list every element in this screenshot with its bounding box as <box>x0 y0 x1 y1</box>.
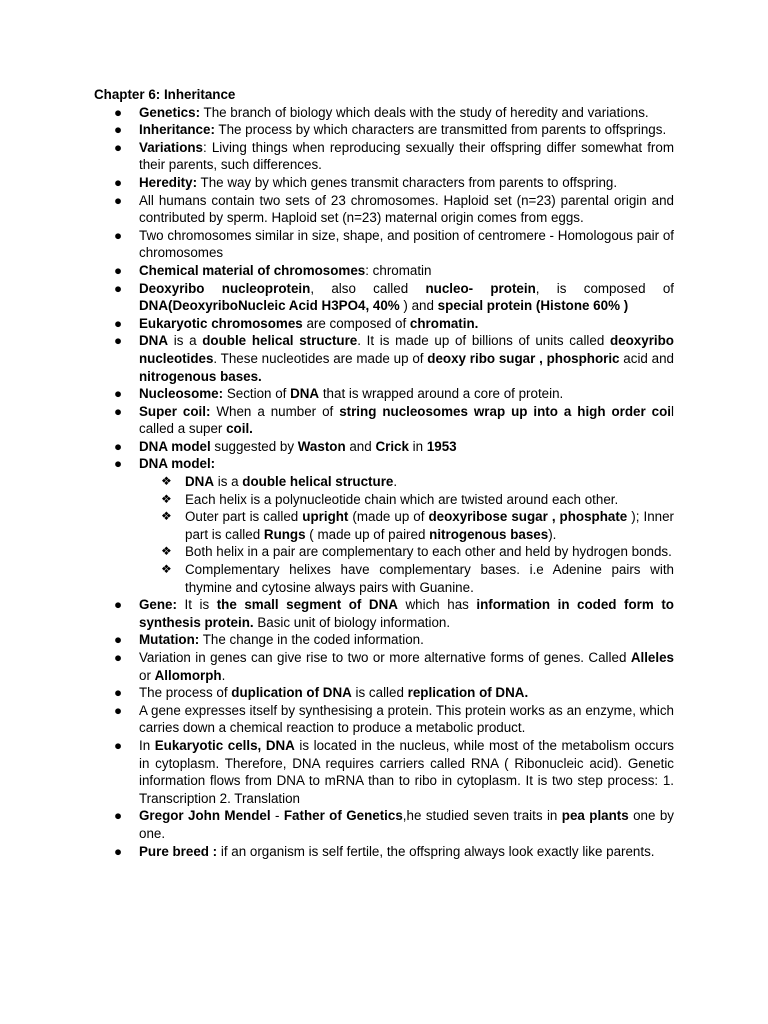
bullet-item <box>94 121 674 139</box>
bullet-icon: ● <box>114 262 123 278</box>
bold-text: Inheritance: <box>139 122 215 138</box>
bold-text: DNA <box>139 333 169 349</box>
bold-text: Father of Genetics <box>283 808 403 824</box>
bullet-item <box>94 332 674 385</box>
text-run: : Living things when reproducing sexually their offspring differ somewhat from their parents, such differences. <box>139 139 674 173</box>
text-run: ,he studied seven traits in <box>402 808 562 824</box>
bold-text: string nucleosomes wrap up into a high order coi <box>339 403 672 419</box>
notes-list <box>94 104 674 861</box>
sub-bullet-text <box>185 492 618 507</box>
bullet-icon: ● <box>114 122 123 138</box>
bold-text: replication of DNA. <box>407 685 529 701</box>
bullet-item <box>94 139 674 174</box>
bullet-text <box>139 439 457 454</box>
bold-text: Rungs <box>263 526 306 542</box>
text-run: l called a super <box>139 403 674 437</box>
bullet-text <box>139 808 674 841</box>
bullet-icon: ● <box>114 139 123 155</box>
bold-text: nitrogenous bases. <box>139 368 262 384</box>
text-run: Both helix in a pair are complementary to each other and held by hydrogen bonds. <box>185 544 672 560</box>
bullet-item <box>94 438 674 456</box>
text-run: that is wrapped around a core of protein. <box>319 386 564 402</box>
bold-text: special protein (Histone 60% ) <box>437 298 629 314</box>
text-run: if an organism is self fertile, the offspring always look exactly like parents. <box>217 843 655 859</box>
text-run: , also called <box>310 280 426 296</box>
bullet-item <box>94 227 674 262</box>
diamond-bullet-icon: ❖ <box>161 509 172 524</box>
diamond-bullet-icon: ❖ <box>161 491 172 506</box>
text-run: Variation in genes can give rise to two or more alternative forms of genes. Called <box>139 650 631 665</box>
bold-text: Waston <box>297 438 346 454</box>
text-run: , is composed of <box>535 280 674 296</box>
bullet-text <box>139 597 674 630</box>
bold-text: 1953 <box>426 438 457 454</box>
bullet-icon: ● <box>114 104 123 120</box>
text-run: ). <box>548 526 557 542</box>
bullet-icon: ● <box>114 438 123 454</box>
diamond-bullet-icon: ❖ <box>161 562 172 577</box>
text-run: . It is made up of billions of units called <box>357 333 610 349</box>
text-run: Complementary helixes have complementary bases. i.e Adenine pairs with thymine and cytosine always pairs with Guanine. <box>185 562 674 595</box>
bold-text: Deoxyribo nucleoprotein <box>139 280 311 296</box>
bullet-item <box>94 315 674 333</box>
bold-text: Super coil: <box>139 403 211 419</box>
bullet-icon: ● <box>114 808 123 824</box>
bold-text: Eukaryotic cells, DNA <box>154 737 295 753</box>
bold-text: Allomorph <box>154 667 222 683</box>
bullet-text <box>139 263 431 278</box>
bold-text: pea plants <box>561 808 629 824</box>
text-run: When a number of <box>210 403 340 419</box>
bullet-text <box>139 703 674 736</box>
text-run: Each helix is a polynucleotide chain which are twisted around each other. <box>185 491 619 507</box>
text-run: Two chromosomes similar in size, shape, and position of centromere - Homologous pair of chromosomes <box>139 227 674 261</box>
bullet-icon: ● <box>114 702 123 718</box>
text-run: one by one. <box>139 808 674 841</box>
text-run: . <box>221 667 226 683</box>
bold-text: DNA <box>290 386 320 402</box>
text-run: and <box>345 438 376 454</box>
bullet-icon: ● <box>114 632 123 648</box>
bullet-item <box>94 684 674 702</box>
text-run: is a <box>214 474 243 490</box>
bold-text: DNA model <box>139 438 211 454</box>
text-run: Outer part is called <box>185 509 303 525</box>
text-run: . These nucleotides are made up of <box>213 350 428 366</box>
bold-text: Pure breed : <box>139 843 218 859</box>
bold-text: nucleo- protein <box>425 280 536 296</box>
bullet-item <box>94 403 674 438</box>
bold-text: DNA <box>185 474 215 490</box>
bullet-icon: ● <box>114 737 123 753</box>
text-run: . <box>393 474 398 490</box>
bullet-item <box>94 843 674 861</box>
bullet-text <box>139 140 674 173</box>
text-run: (made up of <box>348 509 429 525</box>
bold-text: nitrogenous bases <box>429 526 549 542</box>
sub-list <box>139 473 674 596</box>
sub-bullet-item <box>94 561 674 596</box>
bold-text: Gregor John Mendel <box>139 808 271 824</box>
bullet-text <box>139 228 674 261</box>
text-run: are composed of <box>302 315 410 331</box>
bullet-item <box>94 262 674 280</box>
bold-text: Chemical material of chromosomes <box>139 262 366 278</box>
bold-text: Crick <box>375 438 409 454</box>
bullet-icon: ● <box>114 333 123 349</box>
bold-text: Variations <box>139 139 204 155</box>
diamond-bullet-icon: ❖ <box>161 474 172 489</box>
bullet-icon: ● <box>114 843 123 859</box>
bold-text: the small segment of DNA <box>216 597 398 613</box>
chapter-title: Chapter 6: Inheritance <box>94 87 236 102</box>
sub-bullet-item <box>94 491 674 509</box>
text-run: is located in the nucleus, while most of the metabolism occurs in cytoplasm. Therefore, DNA requires carriers called RNA ( Ribonucleic acid). Genetic information flows from DNA to mRNA than to ribo in cytoplasm. It is two step process: 1. Transcription 2. Translation <box>139 737 674 806</box>
bullet-icon: ● <box>114 227 123 243</box>
bullet-icon: ● <box>114 685 123 701</box>
bold-text: Alleles <box>630 650 674 665</box>
text-run: The branch of biology which deals with the study of heredity and variations. <box>200 104 649 120</box>
bold-text: DNA model: <box>139 456 216 472</box>
bold-text: upright <box>302 509 349 525</box>
sub-bullet-text <box>185 474 397 489</box>
bold-text: Nucleosome: <box>139 386 224 402</box>
text-run: suggested by <box>210 438 298 454</box>
sub-bullet-text <box>185 509 674 542</box>
sub-bullet-item <box>94 508 674 543</box>
bullet-text <box>139 193 674 226</box>
sub-bullet-item <box>94 543 674 561</box>
bullet-icon: ● <box>114 386 123 402</box>
bullet-icon: ● <box>114 456 123 472</box>
bullet-text <box>139 738 674 806</box>
text-run: Section of <box>223 386 291 402</box>
bullet-text <box>139 404 674 437</box>
bullet-item <box>94 596 674 631</box>
text-run: The change in the coded information. <box>199 632 424 648</box>
text-run: : chromatin <box>365 262 432 278</box>
text-run: - <box>270 808 284 824</box>
bold-text: Mutation: <box>139 632 200 648</box>
bold-text: DNA(DeoxyriboNucleic Acid H3PO4, 40% <box>139 298 400 314</box>
text-run: A gene expresses itself by synthesising a protein. This protein works as an enzyme, which carries down a chemical reaction to produce a metabolic product. <box>139 702 674 736</box>
text-run: The way by which genes transmit characters from parents to offspring. <box>197 174 618 190</box>
bullet-icon: ● <box>114 403 123 419</box>
bold-text: Eukaryotic chromosomes <box>139 315 303 331</box>
bullet-item <box>94 649 674 684</box>
bullet-item <box>94 807 674 842</box>
bold-text: Heredity: <box>139 174 198 190</box>
bullet-item <box>94 104 674 122</box>
bullet-text <box>139 333 674 383</box>
bullet-text <box>139 632 424 647</box>
bullet-icon: ● <box>114 192 123 208</box>
text-run: Basic unit of biology information. <box>253 614 451 630</box>
bold-text: duplication of DNA <box>231 685 352 701</box>
bullet-icon: ● <box>114 315 123 331</box>
bullet-item <box>94 737 674 807</box>
notes-content <box>94 86 674 860</box>
bold-text: Gene: <box>139 597 177 613</box>
text-run: In <box>139 737 155 753</box>
text-run: The process of <box>139 685 232 701</box>
bullet-item <box>94 280 674 315</box>
text-run: ( made up of paired <box>305 526 430 542</box>
bullet-text <box>139 316 478 331</box>
bold-text: chromatin. <box>409 315 479 331</box>
bold-text: deoxyribo nucleotides <box>139 333 674 366</box>
text-run: The process by which characters are transmitted from parents to offsprings. <box>214 122 667 138</box>
text-run: All humans contain two sets of 23 chromosomes. Haploid set (n=23) parental origin and contributed by sperm. Haploid set (n=23) maternal origin comes from eggs. <box>139 192 674 226</box>
text-run: acid and <box>619 350 674 366</box>
bold-text: Genetics: <box>139 104 201 120</box>
bold-text: double helical structure <box>202 333 358 349</box>
bullet-text <box>139 122 666 137</box>
bullet-item <box>94 455 674 596</box>
text-run: It is <box>176 597 217 613</box>
text-run: is a <box>168 333 203 349</box>
text-run: or <box>139 667 155 683</box>
sub-bullet-text <box>185 562 674 595</box>
bullet-item <box>94 385 674 403</box>
bullet-text <box>139 456 215 471</box>
bullet-item <box>94 174 674 192</box>
text-run: is called <box>351 685 408 701</box>
sub-bullet-item <box>94 473 674 491</box>
bullet-text <box>139 650 674 683</box>
bullet-icon: ● <box>114 280 123 296</box>
bullet-text <box>139 281 674 314</box>
bullet-text <box>139 175 617 190</box>
text-run: which has <box>397 597 477 613</box>
bullet-item <box>94 192 674 227</box>
bullet-item <box>94 631 674 649</box>
bold-text: information in coded form to synthesis protein. <box>139 597 674 630</box>
bullet-text <box>139 386 563 401</box>
bullet-item <box>94 702 674 737</box>
sub-bullet-text <box>185 544 672 559</box>
bullet-icon: ● <box>114 597 123 613</box>
bullet-text <box>139 844 655 859</box>
text-run: ); Inner part is called <box>185 509 674 542</box>
bullet-text <box>139 105 649 120</box>
bold-text: deoxy ribo sugar , phosphoric <box>427 350 620 366</box>
diamond-bullet-icon: ❖ <box>161 544 172 559</box>
bullet-icon: ● <box>114 650 123 665</box>
bold-text: coil. <box>226 421 253 437</box>
bullet-icon: ● <box>114 174 123 190</box>
bullet-text <box>139 685 528 700</box>
text-run: ) and <box>399 298 438 314</box>
bold-text: deoxyribose sugar , phosphate <box>428 509 628 525</box>
bold-text: double helical structure <box>242 474 394 490</box>
text-run: in <box>408 438 427 454</box>
